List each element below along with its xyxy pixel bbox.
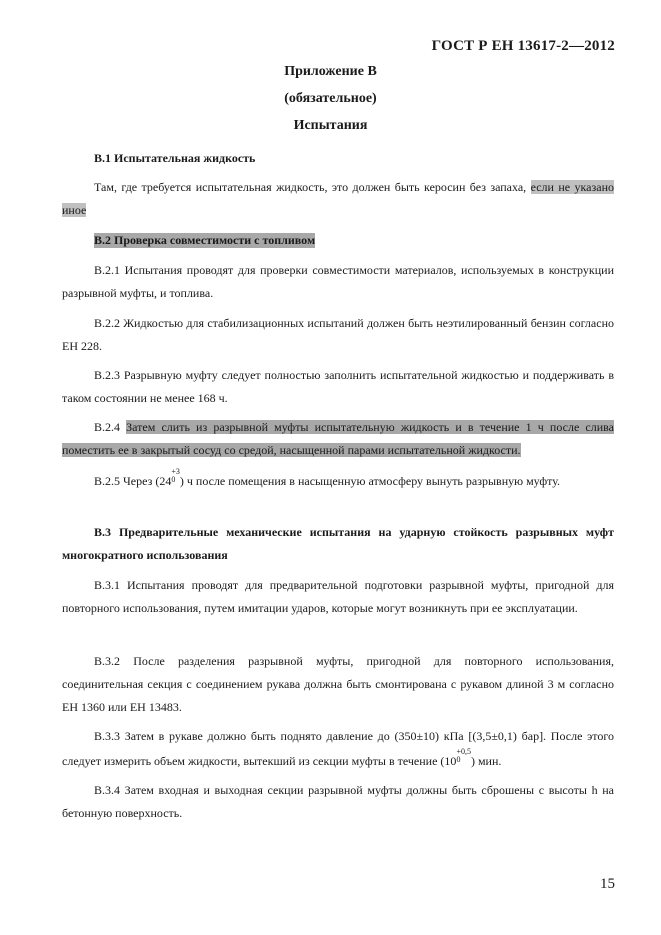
time-tolerance-fraction (456, 748, 471, 764)
tolerance-fraction (171, 468, 180, 484)
paragraph-b3-4: В.3.4 Затем входная и выходная секции разрывной муфты должны быть сброшены с высоты h на бетонную поверхность. (62, 783, 614, 820)
b1-highlighted-text: если не указано иное (62, 180, 614, 217)
b2-5-text-a: В.2.5 Через (24 (94, 474, 172, 488)
paragraph-b3-2: В.3.2 После разделения разрывной муфты, пригодной для повторного использования, соединительная секция с соединением рукава должна быть смонтирована с рукавом длиной 3 м согласно ЕН 1360 или ЕН 13483. (62, 654, 614, 714)
paragraph-b2-1: В.2.1 Испытания проводят для проверки совместимости материалов, используемых в конструкции разрывной муфты, и топлива. (62, 263, 614, 300)
paragraph-b3-1: В.3.1 Испытания проводят для предварительной подготовки разрывной муфты, пригодной для повторного использования, путем имитации ударов, которые могут возникнуть при ее эксплуатации. (62, 578, 614, 615)
b1-text: Там, где требуется испытательная жидкость, это должен быть керосин без запаха, (94, 180, 531, 194)
annex-status: (обязательное) (284, 91, 377, 106)
standard-designation: ГОСТ Р ЕН 13617-2—2012 (431, 38, 615, 54)
time-tolerance-lower: 0 (456, 755, 461, 764)
page-number: 15 (600, 876, 615, 892)
annex-subject: Испытания (293, 118, 368, 133)
b2-4-label: В.2.4 (94, 420, 127, 434)
time-tolerance-upper: +0,5 (456, 747, 471, 756)
section-b3-heading: В.3 Предварительные механические испытания на ударную стойкость разрывных муфт многократного использования (62, 525, 614, 562)
tolerance-upper: +3 (171, 467, 180, 476)
section-b1-paragraph (62, 176, 614, 222)
section-b1-heading: В.1 Испытательная жидкость (94, 151, 256, 165)
b3-3-text-a: В.3.3 Затем в рукаве должно быть поднято давление до (350±10) кПа [(3,5±0,1) бар]. После этого следует измерить объем жидкости, вытекший из секции муфты в течение (10 (62, 729, 614, 768)
b3-3-text-b: ) мин. (470, 754, 502, 768)
tolerance-lower: 0 (171, 475, 176, 484)
paragraph-b2-4 (62, 416, 614, 462)
section-b2-heading: В.2 Проверка совместимости с топливом (94, 233, 316, 247)
paragraph-b2-5 (62, 468, 614, 493)
b2-5-text-b: ) ч после помещения в насыщенную атмосферу вынуть разрывную муфту. (179, 474, 561, 488)
b2-4-highlighted-text: Затем слить из разрывной муфты испытательную жидкость и в течение 1 ч после слива поместить ее в закрытый сосуд со средой, насыщенной парами испытательной жидкости. (62, 420, 614, 457)
paragraph-b2-3: В.2.3 Разрывную муфту следует полностью заполнить испытательной жидкостью и поддерживать в таком состоянии не менее 168 ч. (62, 368, 614, 405)
paragraph-b3-3 (62, 725, 614, 773)
annex-title: Приложение В (284, 64, 377, 79)
paragraph-b2-2: В.2.2 Жидкостью для стабилизационных испытаний должен быть неэтилированный бензин согласно ЕН 228. (62, 316, 614, 353)
